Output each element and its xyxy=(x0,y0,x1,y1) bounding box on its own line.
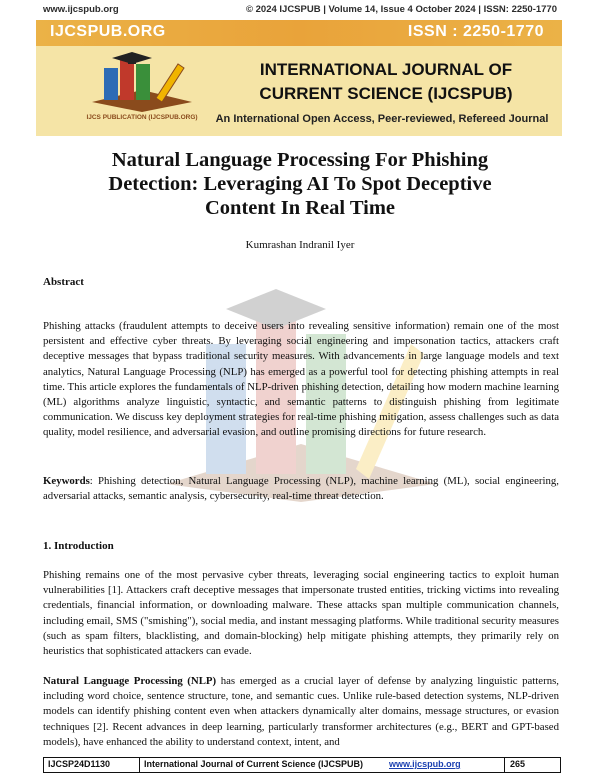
logo-books-icon xyxy=(82,50,202,114)
journal-logo xyxy=(62,50,222,132)
abstract-text: Phishing attacks (fraudulent attempts to deceive users into revealing sensitive information) remain one of the most persistent and effective cyber threats. By leveraging social engineering and impersonation tactics, attackers craft deceptive messages that bypass traditional security measures. With advancements in large language models and text analytics, Natural Language Processing (NLP) has emerged as a powerful tool for detecting phishing attempts in real time. This article explores the fundamentals of NLP-driven phishing detection, detailing how modern machine learning (ML) algorithms analyze linguistic, syntactic, and semantic patterns to distinguish phishing from legitimate communication. We discuss key deployment strategies for real-time phishing mitigation, assess challenges such as data quality, model resilience, and adversarial evasion, and outline promising directions for future research. xyxy=(43,320,559,439)
logo-caption: IJCS PUBLICATION (IJCSPUB.ORG) xyxy=(86,114,198,121)
nlp-term: Natural Language Processing (NLP) xyxy=(43,675,217,687)
journal-name-line2: CURRENT SCIENCE (IJCSPUB) xyxy=(259,84,513,103)
journal-name-line1: INTERNATIONAL JOURNAL OF xyxy=(259,60,513,79)
footer-url[interactable]: www.ijcspub.org xyxy=(389,759,461,769)
title-line: Detection: Leveraging AI To Spot Deceptive xyxy=(108,173,492,195)
title-line: Natural Language Processing For Phishing xyxy=(111,149,489,171)
paper-title xyxy=(60,148,540,220)
title-line: Content In Real Time xyxy=(204,197,395,219)
banner-strip xyxy=(36,20,562,46)
page-footer xyxy=(43,757,561,773)
banner-issn-text: ISSN : 2250-1770 xyxy=(407,23,544,40)
intro-paragraph-1: Phishing remains one of the most pervasive cyber threats, leveraging social engineering tactics to exploit human vulnerabilities [1]. Attackers craft deceptive messages that impersonate trusted entities, tricking victims into revealing credentials, financial information, or downloading malware. These attacks span multiple communication channels, including email, SMS ("smishing"), social media, and instant messaging platforms. While traditional security measures (such as spam filters, blacklisting, and domain-blocking) help mitigate phishing attempts, they primarily rely on heuristics that sophisticated attackers can evade. xyxy=(43,569,559,658)
intro-paragraph-2 xyxy=(43,674,559,750)
journal-banner xyxy=(36,20,562,136)
keywords xyxy=(43,474,559,504)
journal-tagline: An International Open Access, Peer-reviewed, Refereed Journal xyxy=(215,113,549,125)
issue-info: © 2024 IJCSPUB | Volume 14, Issue 4 October 2024 | ISSN: 2250-1770 xyxy=(245,4,557,15)
journal-name xyxy=(216,58,556,106)
running-header xyxy=(43,4,557,16)
page-number: 265 xyxy=(510,759,526,769)
keywords-text: : Phishing detection, Natural Language Processing (NLP), machine learning (ML), social engineering, adversarial attacks, semantic analysis, cybersecurity, real-time threat detection. xyxy=(43,475,559,503)
abstract-heading: Abstract xyxy=(43,276,84,288)
intro-paragraph-2-text: has emerged as a crucial layer of defense by analyzing linguistic patterns, including word choice, sentence structure, tone, and semantic cues. Unlike rule-based detection systems, NLP-driven models can identify phishing content even when attackers dynamically alter domains, message structures, or evasion techniques [2]. Recent advances in deep learning, particularly transformer architectures (e.g., BERT and GPT-based models), have enhanced the ability to understand context, intent, and xyxy=(43,675,559,748)
keywords-label: Keywords xyxy=(43,475,90,487)
paper-id: IJCSP24D1130 xyxy=(48,759,111,769)
footer-journal: International Journal of Current Science (IJCSPUB) xyxy=(144,759,364,769)
author-name: Kumrashan Indranil Iyer xyxy=(245,239,355,251)
site-url[interactable]: www.ijcspub.org xyxy=(43,4,119,15)
banner-site-text: IJCSPUB.ORG xyxy=(50,23,166,40)
section-heading: 1. Introduction xyxy=(43,540,114,552)
